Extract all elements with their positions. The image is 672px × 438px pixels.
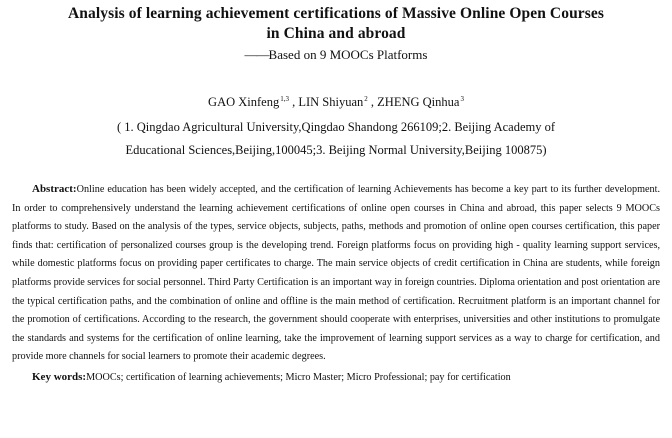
affiliation-line-1: ( 1. Qingdao Agricultural University,Qingdao Shandong 266109;2. Beijing Academy of [116, 120, 555, 134]
subtitle-dash: —— [244, 47, 269, 62]
author-name: ZHENG Qinhua [377, 95, 460, 109]
keywords-label: Key words: [32, 370, 87, 383]
abstract-label: Abstract: [32, 183, 77, 195]
author-separator: , [288, 95, 299, 109]
affiliation-line-2: Educational Sciences,Beijing,100045;3. Beijing Normal University,Beijing 100875) [125, 143, 547, 157]
title-line-1: Analysis of learning achievement certifications of Massive Online Open Courses [67, 5, 605, 22]
keywords [32, 369, 660, 386]
author-name: LIN Shiyuan [298, 95, 364, 109]
author-affiliation-marker: 2 [364, 95, 368, 103]
title-line-2: in China and abroad [266, 25, 406, 42]
author-affiliation-marker: 3 [460, 95, 464, 103]
keywords-text: MOOCs; certification of learning achievements; Micro Master; Micro Professional; pay for certification [86, 371, 511, 383]
author-name: GAO Xinfeng [208, 95, 280, 109]
paper-subtitle [0, 46, 672, 64]
paper-title [0, 4, 672, 44]
author-separator: , [367, 95, 375, 109]
abstract [12, 180, 660, 367]
affiliations [0, 116, 672, 162]
subtitle-text: Based on 9 MOOCs Platforms [268, 47, 428, 62]
author-affiliation-marker: 1,3 [280, 95, 289, 103]
abstract-text: Online education has been widely accepted, and the certification of learning Achievements has become a key part to its further development. In order to comprehensively understand the learning achievement certifications of online open courses in China and abroad, this paper selects 9 MOOCs platforms to study. Based on the analysis of the types, service objects, subjects, paths, methods and promotion of online open courses certification, this paper finds that: certification of personalized courses group is the developing trend. Foreign platforms focus on providing high - quality learning support services, while domestic platforms focus on providing paper certificates to charge. The main service objects of credit certification in China are students, while foreign platforms provide services for social personnel. Third Party Certification is an important way in foreign countries. Diploma orientation and post orientation are the typical certification paths, and the combination of online and offline is the main method of certification. Recruitment platform is an important channel for the promotion of certifications. According to the research, the government should cooperate with enterprises, universities and other institutions to promulgate the standards and systems for the certification of online learning, take the improvement of learning support services as a way to charge for certification, and provide more channels for social learners to promote their academic degrees. [12, 184, 660, 363]
author-list [0, 91, 672, 110]
